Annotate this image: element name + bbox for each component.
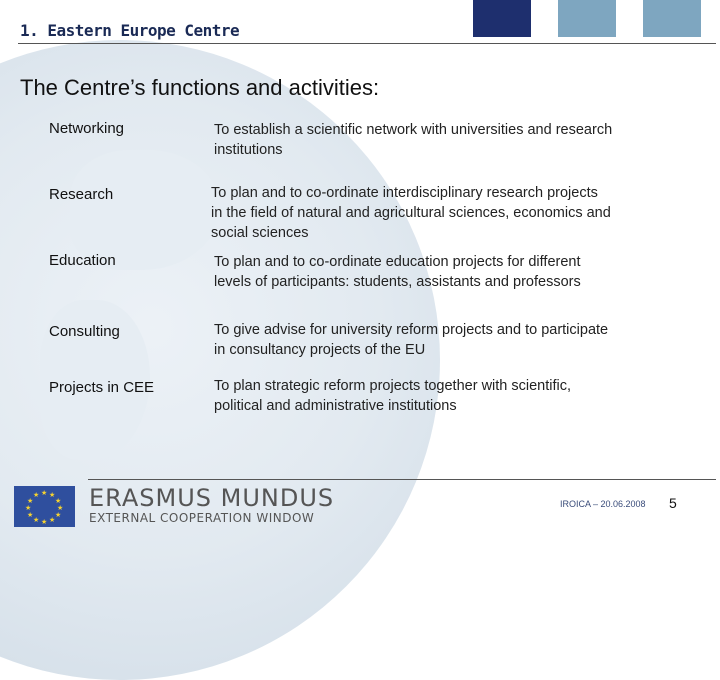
footer-divider (88, 479, 716, 480)
header-square-light (558, 0, 616, 37)
description-line: in consultancy projects of the EU (214, 342, 426, 358)
eu-star-icon: ★ (49, 517, 56, 524)
row-description-research (211, 183, 671, 243)
eu-star-icon: ★ (41, 490, 48, 497)
brand-subtitle: EXTERNAL COOPERATION WINDOW (89, 511, 315, 525)
footer-note: IROICA – 20.06.2008 (560, 499, 646, 509)
brand-name: ERASMUS MUNDUS (89, 484, 335, 512)
eu-star-icon: ★ (49, 492, 56, 499)
eu-star-icon: ★ (33, 517, 40, 524)
eu-star-icon: ★ (41, 519, 48, 526)
row-label-research: Research (49, 186, 114, 203)
description-line: institutions (214, 142, 283, 158)
description-line: social sciences (211, 225, 309, 241)
row-label-education: Education (49, 252, 116, 269)
eu-star-icon: ★ (33, 492, 40, 499)
header-divider (18, 43, 716, 44)
header-title: 1. Eastern Europe Centre (20, 21, 240, 40)
row-label-networking: Networking (49, 120, 125, 137)
eu-star-icon: ★ (27, 498, 34, 505)
header-square-dark (473, 0, 531, 37)
row-description-networking (214, 120, 674, 160)
description-line: To plan and to co-ordinate education projects for different (214, 254, 581, 270)
row-label-projects-cee: Projects in CEE (49, 379, 155, 396)
description-line: To establish a scientific network with universities and research (214, 122, 613, 138)
page-number: 5 (669, 495, 677, 511)
description-line: in the field of natural and agricultural sciences, economics and (211, 205, 611, 221)
description-line: political and administrative institutions (214, 398, 457, 414)
row-description-education (214, 252, 674, 292)
description-line: To plan and to co-ordinate interdisciplinary research projects (211, 185, 598, 201)
row-label-consulting: Consulting (49, 323, 120, 340)
description-line: To plan strategic reform projects together with scientific, (214, 378, 572, 394)
eu-star-icon: ★ (57, 505, 64, 512)
description-line: levels of participants: students, assistants and professors (214, 274, 581, 290)
header-square-light (643, 0, 701, 37)
row-description-consulting (214, 320, 674, 360)
eu-star-icon: ★ (27, 512, 34, 519)
eu-star-icon: ★ (25, 505, 32, 512)
description-line: To give advise for university reform projects and to participate (214, 322, 609, 338)
row-description-projects-cee (214, 376, 674, 416)
eu-star-icon: ★ (55, 512, 62, 519)
page-title: The Centre’s functions and activities: (20, 75, 380, 100)
eu-flag-icon (14, 486, 75, 527)
eu-star-icon: ★ (55, 498, 62, 505)
